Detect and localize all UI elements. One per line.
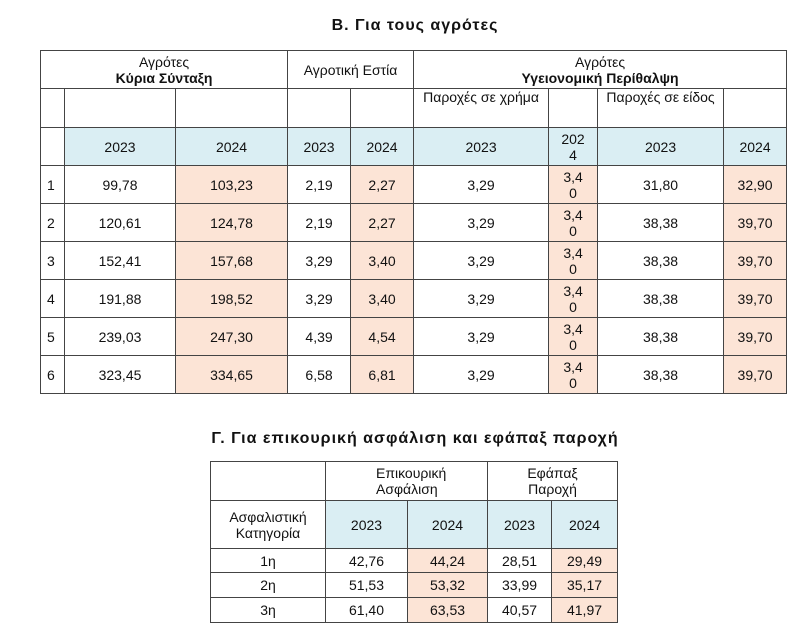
cell: 239,03 [65,318,176,356]
cell: 63,53 [408,598,488,623]
table-row [41,280,787,318]
table-row [41,318,787,356]
row-index: 3 [41,242,65,280]
category-cell: 3η [211,598,326,623]
cell: 3,29 [414,242,549,280]
cell: 38,38 [598,356,724,394]
cell: 3,40 [549,242,598,280]
year-header: 2024 [724,128,787,166]
cell: 4,54 [351,318,414,356]
empty-cell [41,128,65,166]
empty-cell [724,89,787,128]
cell: 38,38 [598,204,724,242]
year-header: 2023 [288,128,351,166]
main-pension-header [41,51,288,89]
cell: 3,29 [414,204,549,242]
cell: 3,40 [351,280,414,318]
empty-cell [41,89,65,128]
row-index: 5 [41,318,65,356]
cell: 124,78 [176,204,288,242]
empty-cell [176,89,288,128]
cell: 3,29 [414,318,549,356]
cell: 39,70 [724,318,787,356]
row-index: 2 [41,204,65,242]
cell: 3,29 [414,166,549,204]
cell: 39,70 [724,356,787,394]
empty-cell [351,89,414,128]
cell: 247,30 [176,318,288,356]
empty-cell [549,89,598,128]
year-header: 2024 [176,128,288,166]
cell: 4,39 [288,318,351,356]
cell: 3,29 [414,356,549,394]
section-b-title: Β. Για τους αγρότες [331,17,499,34]
cell: 2,27 [351,166,414,204]
cell: 3,29 [288,280,351,318]
cell: 39,70 [724,204,787,242]
cell: 198,52 [176,280,288,318]
table-row [41,356,787,394]
row-index: 4 [41,280,65,318]
cell: 38,38 [598,242,724,280]
empty-cell [211,462,326,501]
cell: 3,29 [414,280,549,318]
cell: 3,40 [549,204,598,242]
cell: 120,61 [65,204,176,242]
row-index: 1 [41,166,65,204]
cell: 28,51 [488,549,552,573]
table-row [211,573,618,598]
health-care-sublabel: Υγειονομική Περίθαλψη [521,69,679,86]
cell: 41,97 [552,598,618,623]
cell: 2,19 [288,204,351,242]
kind-benefits-header: Παροχές σε είδος [598,89,724,128]
year-header: 2023 [488,501,552,549]
main-pension-sublabel: Κύρια Σύνταξη [115,69,213,86]
cell: 2,27 [351,204,414,242]
cash-benefits-header: Παροχές σε χρήμα [414,89,549,128]
category-header: Ασφαλιστική Κατηγορία [211,501,326,549]
main-pension-label: Αγρότες [138,53,190,70]
supplementary-header: Επικουρική Ασφάλιση [326,462,488,501]
cell: 3,40 [351,242,414,280]
empty-cell [288,89,351,128]
cell: 35,17 [552,573,618,598]
year-header: 2023 [65,128,176,166]
cell: 3,40 [549,280,598,318]
cell: 6,58 [288,356,351,394]
cell: 6,81 [351,356,414,394]
health-care-label: Αγρότες [574,53,626,70]
cell: 152,41 [65,242,176,280]
section-g-title: Γ. Για επικουρική ασφάλιση και εφάπαξ παροχή [211,430,619,447]
cell: 39,70 [724,280,787,318]
agri-home-header: Αγροτική Εστία [288,51,414,89]
year-header: 2023 [414,128,549,166]
table-row [41,204,787,242]
table-row [41,166,787,204]
cell: 33,99 [488,573,552,598]
cell: 61,40 [326,598,408,623]
cell: 31,80 [598,166,724,204]
year-header: 2024 [351,128,414,166]
cell: 29,49 [552,549,618,573]
cell: 32,90 [724,166,787,204]
cell: 42,76 [326,549,408,573]
cell: 3,40 [549,356,598,394]
cell: 39,70 [724,242,787,280]
lump-sum-header: Εφάπαξ Παροχή [488,462,618,501]
cell: 3,40 [549,318,598,356]
year-header: 2023 [326,501,408,549]
farmers-table [40,50,787,394]
cell: 323,45 [65,356,176,394]
cell: 103,23 [176,166,288,204]
cell: 3,40 [549,166,598,204]
cell: 40,57 [488,598,552,623]
table-row [211,549,618,573]
cell: 38,38 [598,318,724,356]
health-care-header [414,51,787,89]
category-cell: 1η [211,549,326,573]
cell: 53,32 [408,573,488,598]
empty-cell [65,89,176,128]
category-cell: 2η [211,573,326,598]
cell: 334,65 [176,356,288,394]
year-header: 2024 [552,501,618,549]
cell: 99,78 [65,166,176,204]
cell: 157,68 [176,242,288,280]
cell: 51,53 [326,573,408,598]
table-row [41,242,787,280]
cell: 44,24 [408,549,488,573]
supplementary-lump-sum-table [210,461,618,623]
cell: 2,19 [288,166,351,204]
cell: 191,88 [65,280,176,318]
year-header: 2024 [549,128,598,166]
cell: 38,38 [598,280,724,318]
table-row [211,598,618,623]
cell: 3,29 [288,242,351,280]
year-header: 2024 [408,501,488,549]
row-index: 6 [41,356,65,394]
year-header: 2023 [598,128,724,166]
